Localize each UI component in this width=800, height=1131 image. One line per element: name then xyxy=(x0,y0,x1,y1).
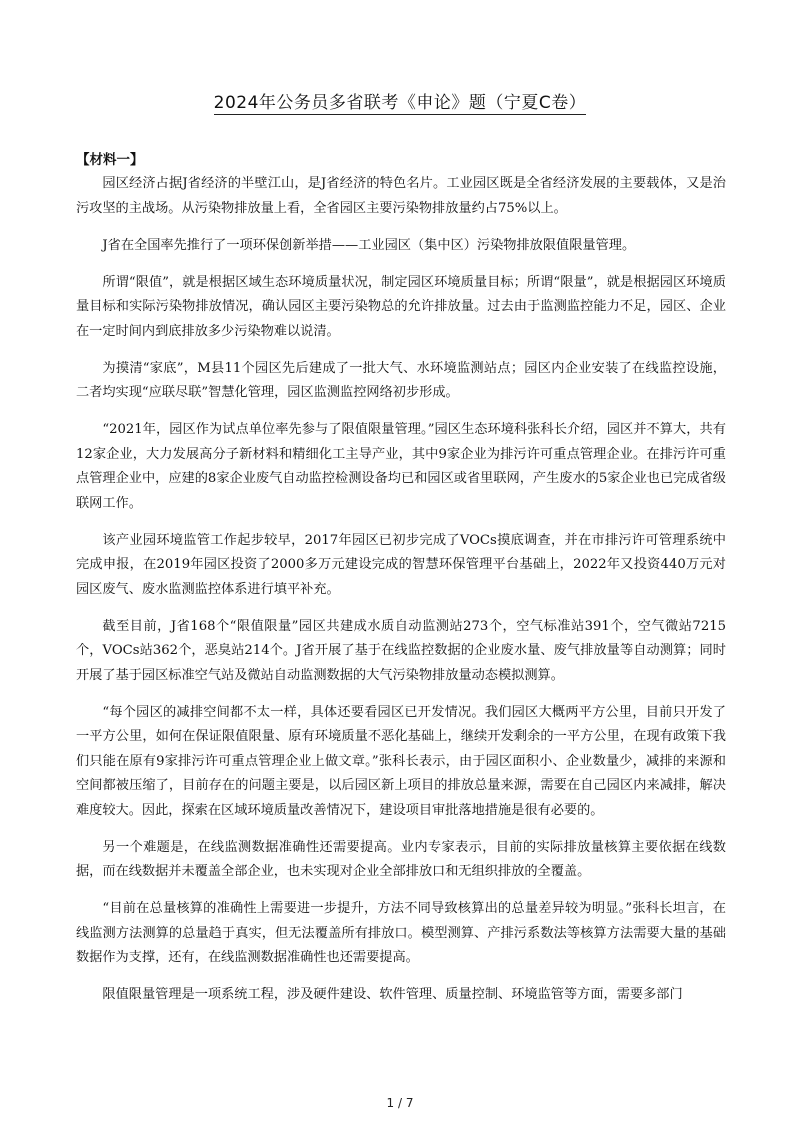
paragraph: 为摸清“家底”，M县11个园区先后建成了一批大气、水环境监测站点；园区内企业安装了在线监控设施，二者均实现“应联尽联”智慧化管理，园区监测监控网络初步形成。 xyxy=(76,360,726,400)
paragraph: 园区经济占据J省经济的半壁江山，是J省经济的特色名片。工业园区既是全省经济发展的主要载体，又是治污攻坚的主战场。从污染物排放量上看，全省园区主要污染物排放量约占75%以上。 xyxy=(76,176,726,216)
paragraph: 截至目前，J省168个“限值限量”园区共建成水质自动监测站273个，空气标准站391个，空气微站7215个，VOCs站362个，恶臭站214个。J省开展了基于在线监控数据的企业废水量、废气排放量等自动测算；同时开展了基于园区标准空气站及微站自动监测数据的大气污染物排放量动态模拟测算。 xyxy=(76,618,726,683)
paragraph: 该产业园环境监管工作起步较早，2017年园区已初步完成了VOCs摸底调查，并在市排污许可管理系统中完成申报，在2019年园区投资了2000多万元建设完成的智慧环保管理平台基础上，2022年又投资440万元对园区废气、废水监测监控体系进行填平补充。 xyxy=(76,532,726,597)
paragraph: 限值限量管理是一项系统工程，涉及硬件建设、软件管理、质量控制、环境监管等方面，需要多部门 xyxy=(102,987,683,1002)
document-title: 2024年公务员多省联考《申论》题（宁夏C卷） xyxy=(214,88,587,115)
page-number: 1 / 7 xyxy=(386,1096,414,1110)
paragraph: J省在全国率先推行了一项环保创新举措——工业园区（集中区）污染物排放限值限量管理。 xyxy=(102,237,636,253)
section-label: 【材料一】 xyxy=(76,152,144,168)
paragraph: “目前在总量核算的准确性上需要进一步提升，方法不同导致核算出的总量差异较为明显。”张科长坦言，在线监测方法测算的总量趋于真实，但无法覆盖所有排放口。模型测算、产排污系数法等核算方法需要大量的基础数据作为支撑，还有，在线监测数据准确性也还需要提高。 xyxy=(76,901,726,965)
document-body xyxy=(76,148,726,1020)
paragraph: “2021年，园区作为试点单位率先参与了限值限量管理。”园区生态环境科张科长介绍，园区并不算大，共有12家企业，大力发展高分子新材料和精细化工主导产业，其中9家企业为排污许可重点管理企业。在排污许可重点管理企业中，应建的8家企业废气自动监控检测设备均已和园区或省里联网，产生废水的5家企业也已完成省级联网工作。 xyxy=(76,422,726,511)
paragraph: 另一个难题是，在线监测数据准确性还需要提高。业内专家表示，目前的实际排放量核算主要依据在线数据，而在线数据并未覆盖全部企业，也未实现对企业全部排放口和无组织排放的全覆盖。 xyxy=(76,839,726,879)
paragraph: “每个园区的减排空间都不太一样，具体还要看园区已开发情况。我们园区大概两平方公里，目前只开发了一平方公里，如何在保证限值限量、原有环境质量不恶化基础上，继续开发剩余的一平方公里，在现有政策下我们只能在原有9家排污许可重点管理企业上做文章。”张科长表示，由于园区面积小、企业数量少，减排的来源和空间都被压缩了，目前存在的问题主要是，以后园区新上项目的排放总量来源，需要在自己园区内来减排，解决难度较大。因此，探索在区域环境质量改善情况下，建设项目审批落地措施是很有必要的。 xyxy=(76,704,726,818)
paragraph: 所谓“限值”，就是根据区域生态环境质量状况，制定园区环境质量目标；所谓“限量”，就是根据园区环境质量目标和实际污染物排放情况，确认园区主要污染物总的允许排放量。过去由于监测监控能力不足，园区、企业在一定时间内到底排放多少污染物难以说清。 xyxy=(76,274,726,339)
title-container xyxy=(0,88,800,115)
